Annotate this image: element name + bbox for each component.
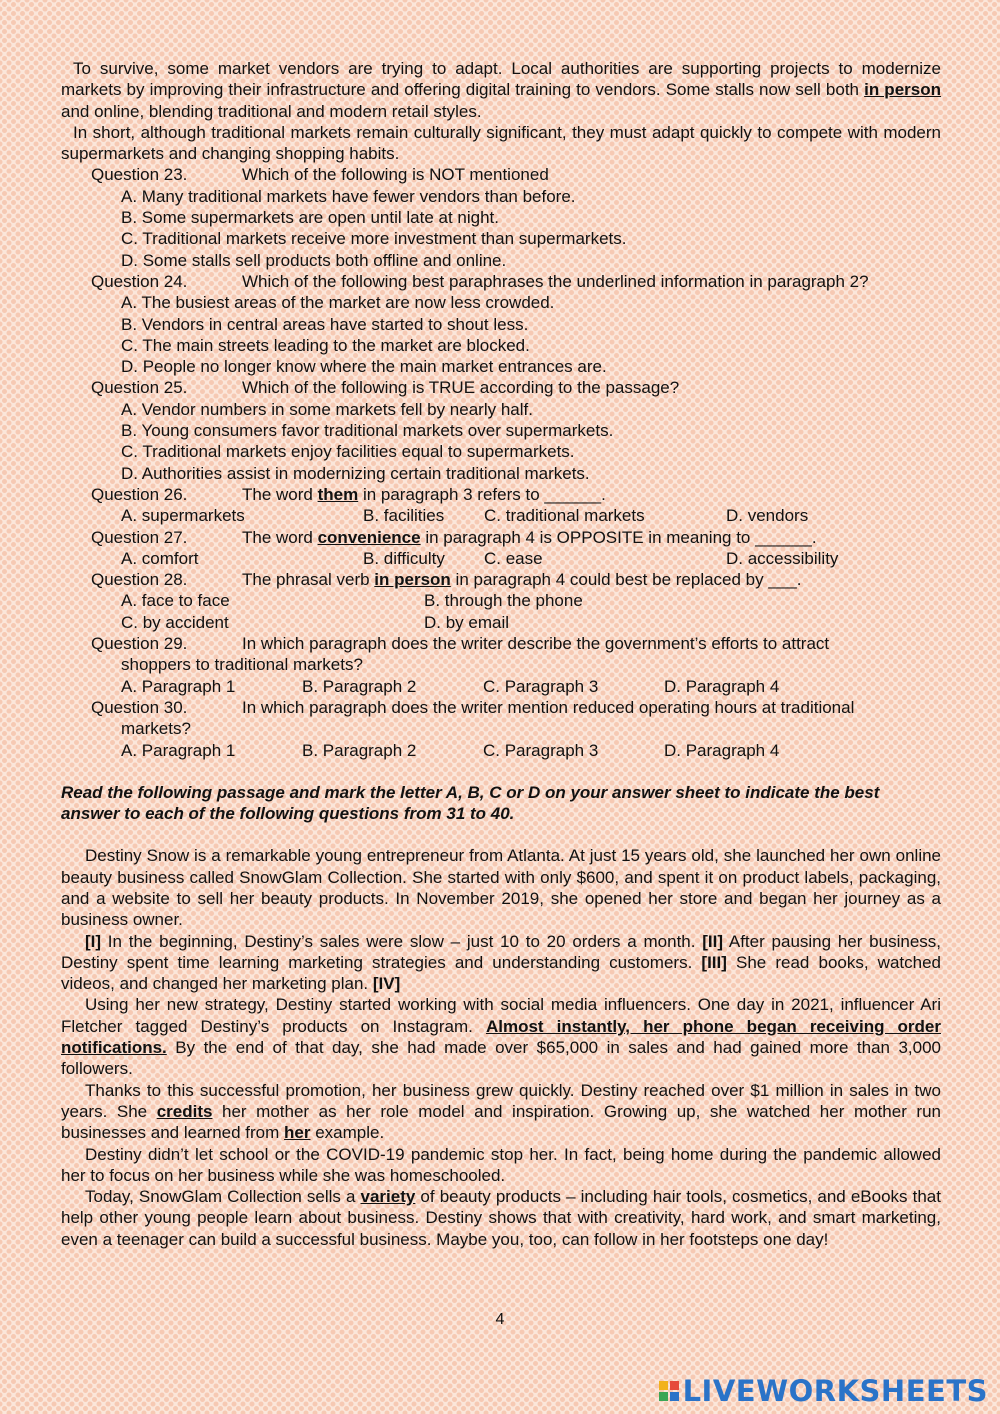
passage2-paragraph-5: Destiny didn’t let school or the COVID-19 pandemic stop her. In fact, being home during the pandemic allowed her to focus on her business while she was homeschooled. xyxy=(61,1144,941,1185)
question-29: Question 29. In which paragraph does the writer describe the government’s efforts to attract xyxy=(91,634,830,654)
q25-option-c[interactable]: C. Traditional markets enjoy facilities equal to supermarkets. xyxy=(121,442,575,462)
liveworksheets-logo[interactable] xyxy=(659,1374,988,1408)
underlined-variety: variety xyxy=(360,1187,416,1207)
q30-option-a[interactable]: A. Paragraph 1 xyxy=(121,740,236,760)
q30-options xyxy=(61,740,941,761)
logo-text: LIVEWORKSHEETS xyxy=(682,1374,988,1408)
question-23: Question 23. Which of the following is NOT mentioned xyxy=(91,165,549,185)
underlined-sentence: Almost instantly, her phone began receiving order notifications. xyxy=(61,1016,941,1058)
q28-option-c[interactable]: C. by accident xyxy=(121,612,229,632)
q27-option-d[interactable]: D. accessibility xyxy=(726,548,839,568)
q29-option-b[interactable]: B. Paragraph 2 xyxy=(302,676,417,696)
passage1-paragraph-summary: In short, although traditional markets remain culturally significant, they must adapt quickly to compete with modern supermarkets and changing shopping habits. xyxy=(61,122,941,164)
q29-option-d[interactable]: D. Paragraph 4 xyxy=(664,676,780,696)
q30-option-c[interactable]: C. Paragraph 3 xyxy=(483,740,599,760)
marker-i: [I] xyxy=(85,931,102,951)
underlined-in-person-q28: in person xyxy=(374,570,451,590)
marker-iv: [IV] xyxy=(372,974,401,994)
question-25: Question 25. Which of the following is TRUE according to the passage? xyxy=(91,378,680,398)
question-30: Question 30. In which paragraph does the writer mention reduced operating hours at traditional xyxy=(91,697,855,717)
q27-options xyxy=(61,548,941,569)
q28-option-d[interactable]: D. by email xyxy=(424,612,510,632)
q24-option-b[interactable]: B. Vendors in central areas have started to shout less. xyxy=(121,314,529,334)
passage2-paragraph-2: [I] In the beginning, Destiny’s sales were slow – just 10 to 20 orders a month. [II] After pausing her business, Destiny spent time learning marketing strategies and understanding customers. [III] She read books, watched videos, and changed her marketing plan. [IV] xyxy=(61,931,942,994)
q28-options-row2 xyxy=(61,612,941,633)
underlined-in-person: in person xyxy=(864,80,941,100)
passage1-paragraph-adapt: To survive, some market vendors are trying to adapt. Local authorities are supporting projects to modernize markets by improving their infrastructure and offering digital training to vendors. Some stalls now sell both in person and online, blending traditional and modern retail styles. xyxy=(61,59,941,121)
question-29-continued: shoppers to traditional markets? xyxy=(121,655,363,675)
q25-option-a[interactable]: A. Vendor numbers in some markets fell by nearly half. xyxy=(121,399,533,419)
q26-option-d[interactable]: D. vendors xyxy=(726,506,809,526)
q23-option-a[interactable]: A. Many traditional markets have fewer vendors than before. xyxy=(121,186,576,206)
q30-option-b[interactable]: B. Paragraph 2 xyxy=(302,740,417,760)
q27-option-a[interactable]: A. comfort xyxy=(121,548,199,568)
q24-option-a[interactable]: A. The busiest areas of the market are now less crowded. xyxy=(121,293,555,313)
q25-option-d[interactable]: D. Authorities assist in modernizing certain traditional markets. xyxy=(121,463,590,483)
question-26: Question 26. The word them in paragraph 3 refers to ______. xyxy=(91,484,606,504)
passage2-paragraph-1: Destiny Snow is a remarkable young entrepreneur from Atlanta. At just 15 years old, she launched her own online beauty business called SnowGlam Collection. She started with only $600, and spent it on product labels, packaging, and a website to sell her beauty products. In November 2019, she opened her store and began her journey as a business owner. xyxy=(61,846,941,930)
logo-square-red xyxy=(670,1381,679,1390)
underlined-convenience: convenience xyxy=(317,527,421,547)
spacer xyxy=(61,824,941,845)
logo-square-green xyxy=(659,1392,668,1401)
q28-option-b[interactable]: B. through the phone xyxy=(424,591,583,611)
q27-option-b[interactable]: B. difficulty xyxy=(363,548,445,568)
q26-option-c[interactable]: C. traditional markets xyxy=(484,506,645,526)
q29-option-a[interactable]: A. Paragraph 1 xyxy=(121,676,236,696)
marker-ii: [II] xyxy=(702,931,724,951)
q27-option-c[interactable]: C. ease xyxy=(484,548,543,568)
passage2-paragraph-4: Thanks to this successful promotion, her business grew quickly. Destiny reached over $1 million in sales in two years. She credits her mother as her role model and inspiration. Growing up, she watched her mother run businesses and learned from her example. xyxy=(61,1080,941,1143)
q25-option-b[interactable]: B. Young consumers favor traditional markets over supermarkets. xyxy=(121,421,614,441)
marker-iii: [III] xyxy=(701,952,727,972)
question-28: Question 28. The phrasal verb in person in paragraph 4 could best be replaced by ___. xyxy=(91,570,802,590)
q26-options xyxy=(61,505,941,526)
underlined-them: them xyxy=(317,484,359,504)
q28-options-row1 xyxy=(61,590,941,611)
logo-square-yellow xyxy=(659,1381,668,1390)
logo-square-blue xyxy=(670,1392,679,1401)
q23-option-d[interactable]: D. Some stalls sell products both offline and online. xyxy=(121,250,507,270)
q28-option-a[interactable]: A. face to face xyxy=(121,591,230,611)
q26-option-a[interactable]: A. supermarkets xyxy=(121,506,245,526)
logo-icon xyxy=(659,1381,679,1401)
q29-options xyxy=(61,676,941,697)
underlined-credits: credits xyxy=(156,1101,213,1121)
underlined-her: her xyxy=(284,1123,311,1143)
page-number: 4 xyxy=(495,1311,505,1328)
q29-option-c[interactable]: C. Paragraph 3 xyxy=(483,676,599,696)
section-instructions: Read the following passage and mark the letter A, B, C or D on your answer sheet to indicate the best answer to each of the following questions from 31 to 40. xyxy=(61,782,880,824)
question-24: Question 24. Which of the following best paraphrases the underlined information in paragraph 2? xyxy=(91,271,869,291)
q23-option-c[interactable]: C. Traditional markets receive more investment than supermarkets. xyxy=(121,229,627,249)
question-30-continued: markets? xyxy=(121,719,191,739)
q30-option-d[interactable]: D. Paragraph 4 xyxy=(664,740,780,760)
passage2-paragraph-3: Using her new strategy, Destiny started working with social media influencers. One day in 2021, influencer Ari Fletcher tagged Destiny’s products on Instagram. Almost instantly, her phone began receiving order notifications. By the end of that day, she had made over $65,000 in sales and had gained more than 3,000 followers. xyxy=(61,995,941,1079)
q26-option-b[interactable]: B. facilities xyxy=(363,506,445,526)
q23-option-b[interactable]: B. Some supermarkets are open until late at night. xyxy=(121,208,499,228)
worksheet-page xyxy=(61,58,941,1250)
question-27: Question 27. The word convenience in paragraph 4 is OPPOSITE in meaning to ______. xyxy=(91,527,817,547)
q24-option-c[interactable]: C. The main streets leading to the market are blocked. xyxy=(121,335,530,355)
passage2-paragraph-6: Today, SnowGlam Collection sells a variety of beauty products – including hair tools, cosmetics, and eBooks that help other young people learn about business. Destiny shows that with creativity, hard work, and smart marketing, even a teenager can build a successful business. Maybe you, too, can follow in her footsteps one day! xyxy=(61,1187,941,1249)
q24-option-d[interactable]: D. People no longer know where the main market entrances are. xyxy=(121,357,607,377)
